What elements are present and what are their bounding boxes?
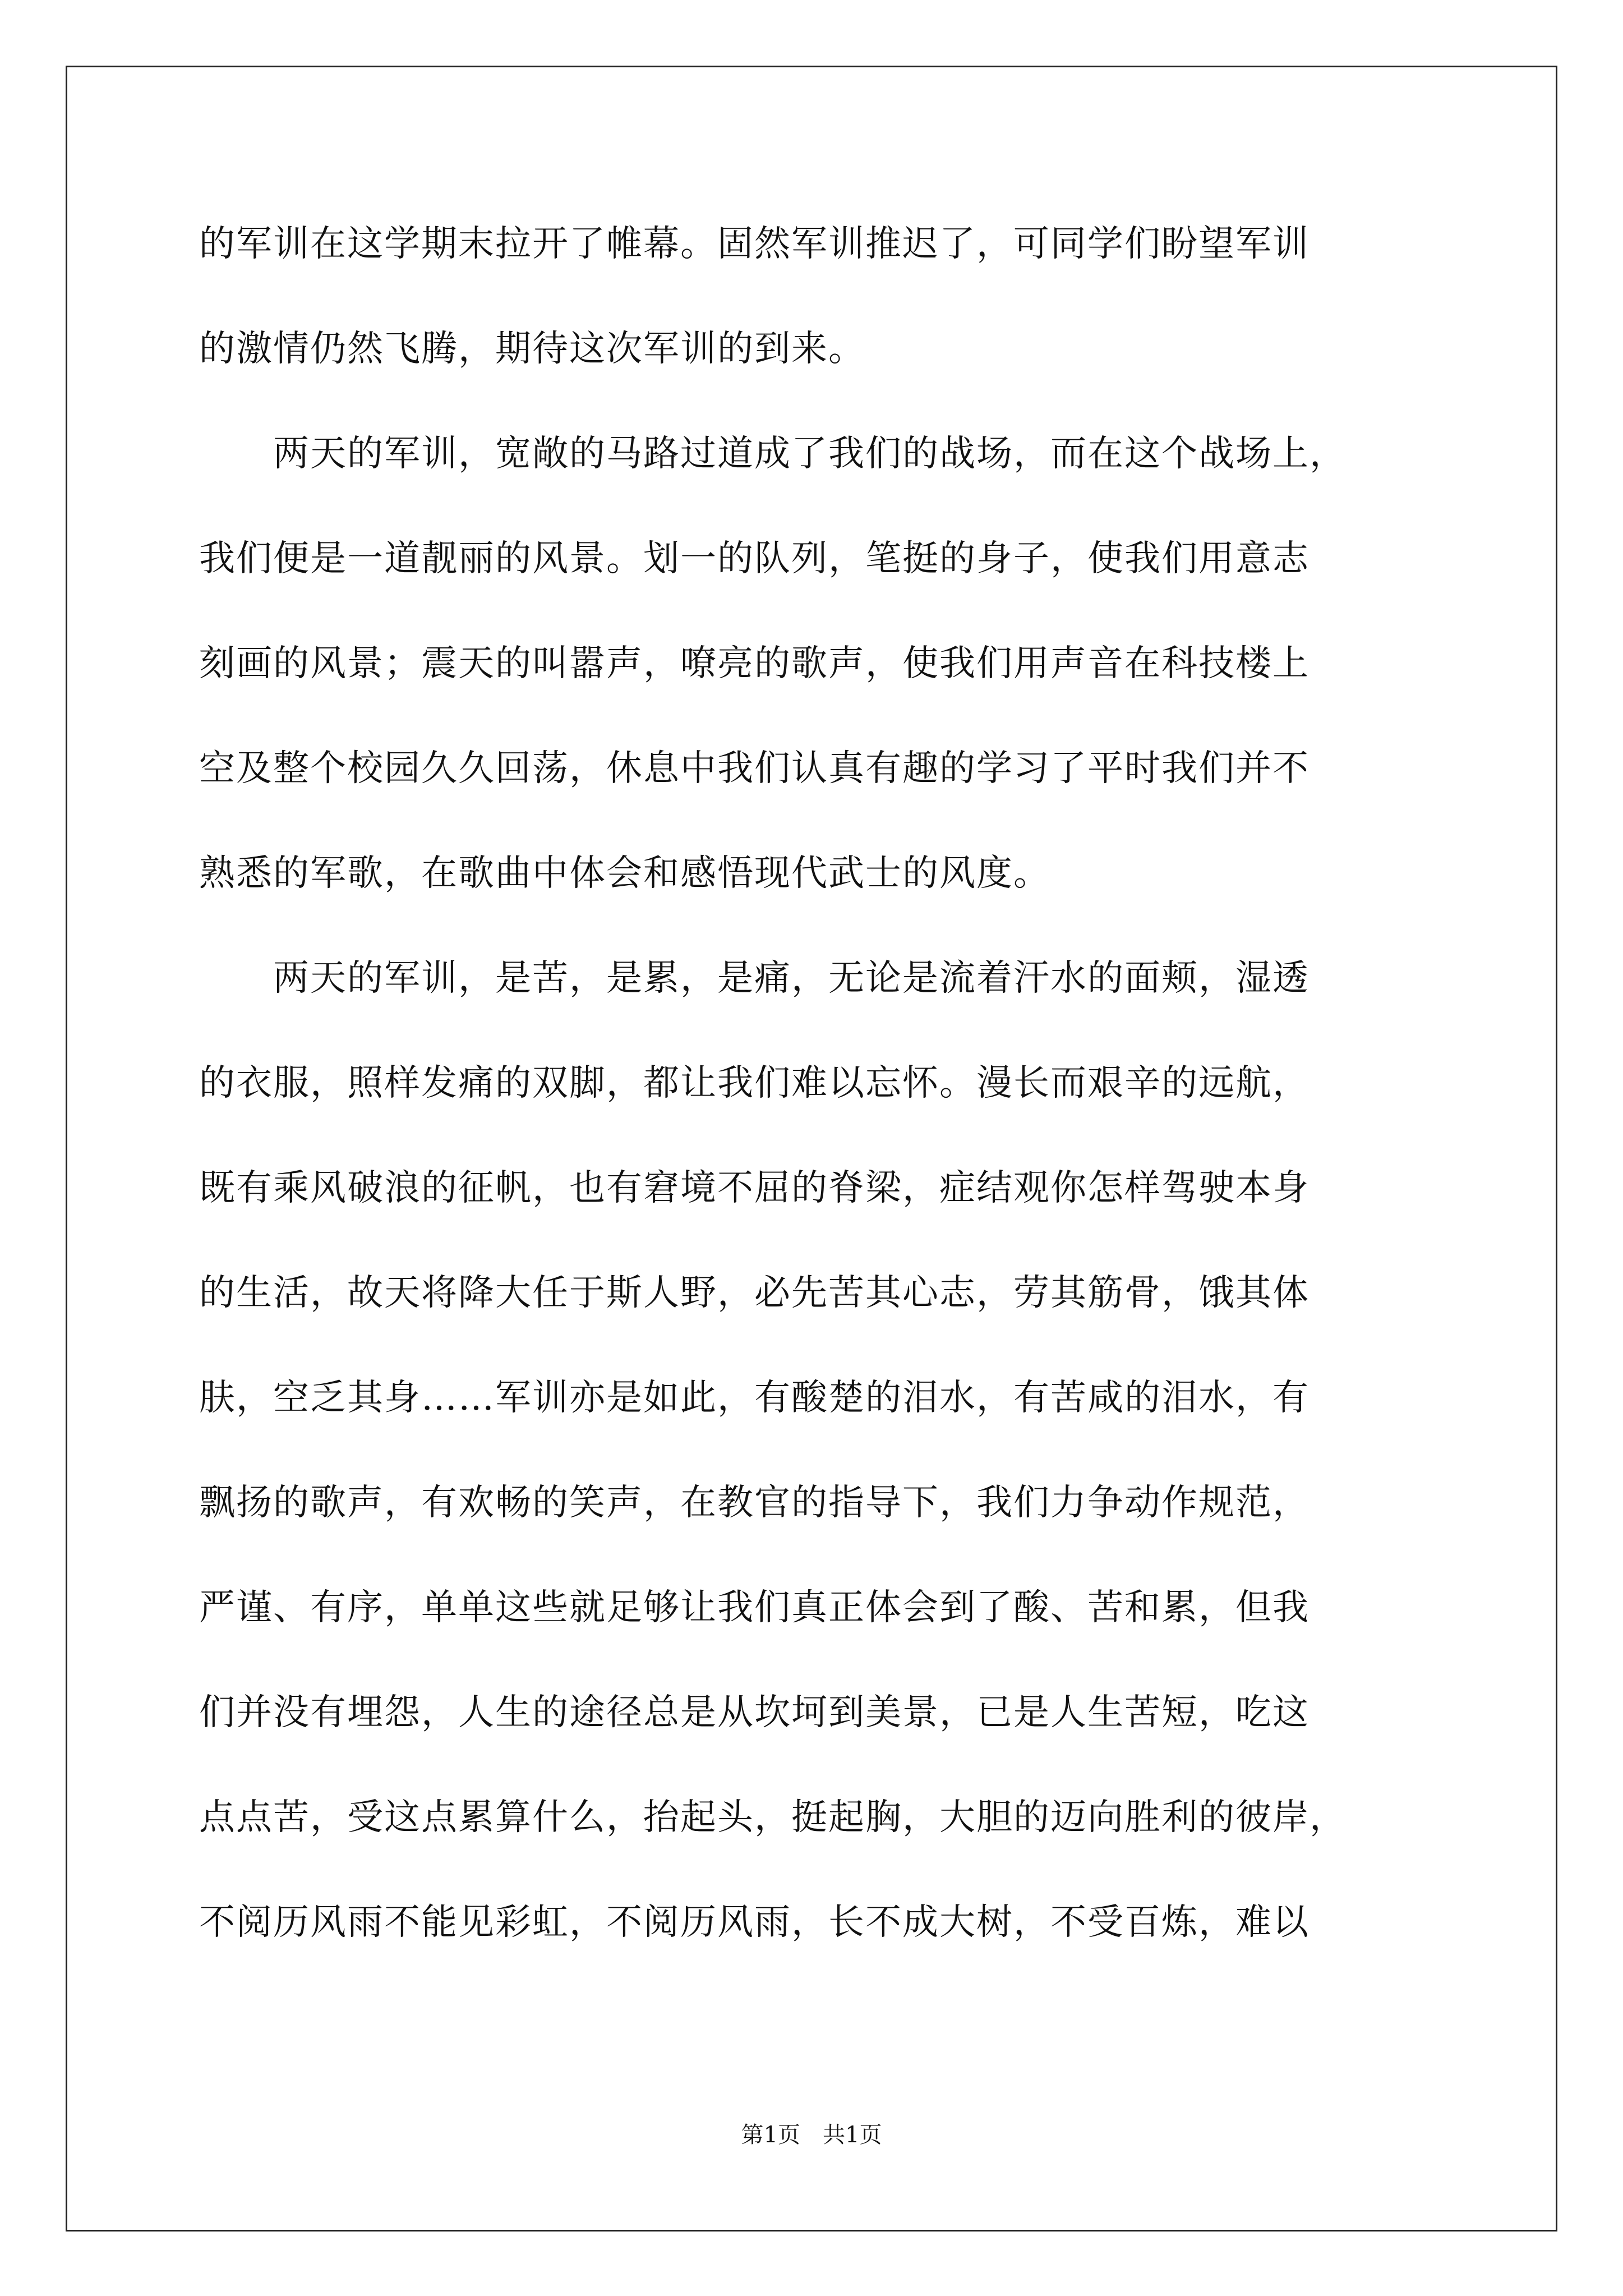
text-line: 我们便是一道靓丽的风景。划一的队列，笔挺的身子，使我们用意志 bbox=[199, 538, 1310, 579]
page-number-footer: 第1页 共1页 bbox=[741, 2122, 882, 2148]
paragraph-2 bbox=[199, 420, 1467, 945]
text-line: 刻画的风景；震天的叫嚣声，嘹亮的歌声，使我们用声音在科技楼上 bbox=[199, 643, 1310, 684]
text-line: 两天的军训，宽敞的马路过道成了我们的战场，而在这个战场上， bbox=[199, 433, 1347, 475]
text-line: 不阅历风雨不能见彩虹，不阅历风雨，长不成大树，不受百炼，难以 bbox=[199, 1902, 1310, 1943]
text-line: 飘扬的歌声，有欢畅的笑声，在教官的指导下，我们力争动作规范， bbox=[199, 1482, 1310, 1524]
text-line: 熟悉的军歌，在歌曲中体会和感悟现代武士的风度。 bbox=[199, 853, 1050, 894]
paragraph-3 bbox=[199, 945, 1467, 1994]
text-line: 肤，空乏其身……军训亦是如此，有酸楚的泪水，有苦咸的泪水，有 bbox=[199, 1377, 1310, 1419]
text-line: 的军训在这学期末拉开了帷幕。固然军训推迟了，可同学们盼望军训 bbox=[199, 223, 1310, 265]
text-line: 空及整个校园久久回荡，休息中我们认真有趣的学习了平时我们并不 bbox=[199, 748, 1310, 789]
text-line: 的衣服，照样发痛的双脚，都让我们难以忘怀。漫长而艰辛的远航， bbox=[199, 1062, 1310, 1104]
text-line: 的生活，故天将降大任于斯人野，必先苦其心志，劳其筋骨，饿其体 bbox=[199, 1272, 1310, 1314]
text-line: 既有乘风破浪的征帆，也有窘境不屈的脊梁，症结观你怎样驾驶本身 bbox=[199, 1167, 1310, 1209]
text-line: 们并没有埋怨，人生的途径总是从坎坷到美景，已是人生苦短，吃这 bbox=[199, 1692, 1310, 1733]
document-body bbox=[199, 210, 1467, 1994]
text-line: 严谨、有序，单单这些就足够让我们真正体会到了酸、苦和累，但我 bbox=[199, 1587, 1310, 1628]
text-line: 两天的军训，是苦，是累，是痛，无论是流着汗水的面颊，湿透 bbox=[199, 958, 1310, 999]
text-line: 的激情仍然飞腾，期待这次军训的到来。 bbox=[199, 328, 865, 370]
paragraph-1 bbox=[199, 210, 1467, 420]
text-line: 点点苦，受这点累算什么，抬起头，挺起胸，大胆的迈向胜利的彼岸， bbox=[199, 1797, 1347, 1838]
